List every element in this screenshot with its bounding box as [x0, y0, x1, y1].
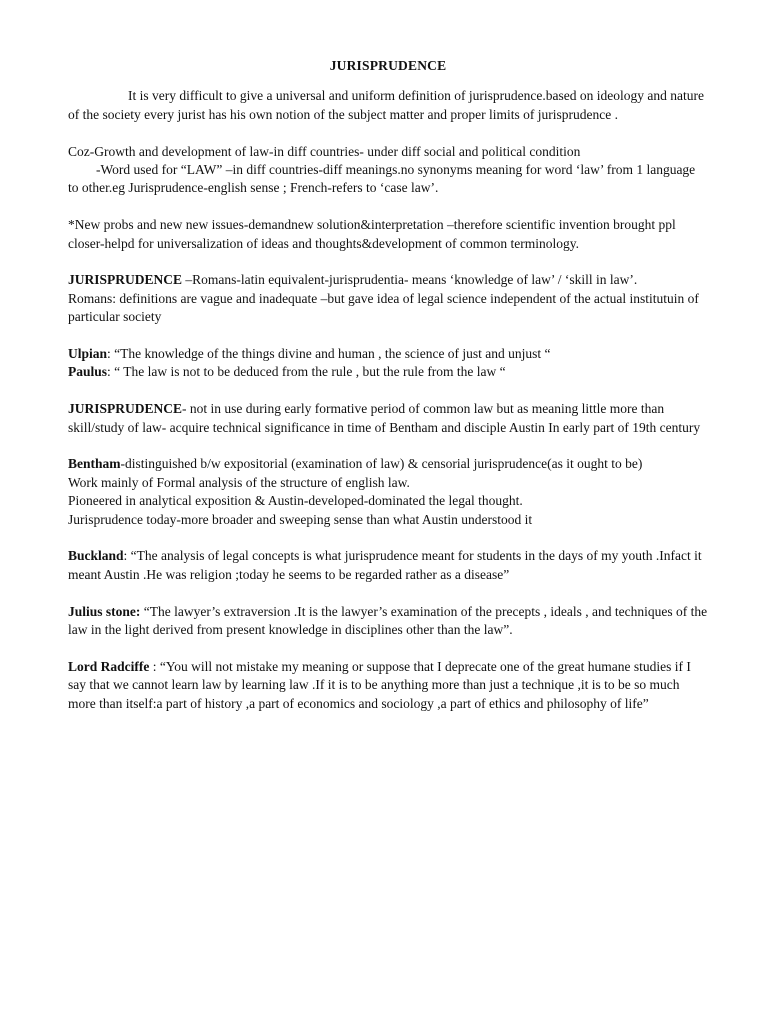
jurisprudence-history-paragraph — [68, 400, 708, 437]
bentham-paragraph — [68, 455, 708, 529]
bentham-line-3: Pioneered in analytical exposition & Austin-developed-dominated the legal thought. — [68, 493, 523, 509]
julius-name: Julius stone: — [68, 603, 141, 619]
paulus-quote — [68, 363, 708, 381]
document-page — [68, 57, 708, 731]
word-law-text: -Word used for “LAW” –in diff countries-diff meanings.no synonyms meaning for word ‘law’ from 1 language to other.eg Jurisprudence-english sense ; French-refers to ‘case law’. — [68, 162, 696, 196]
buckland-text: : “The analysis of legal concepts is what jurisprudence meant for students in the days of my youth .Infact it meant Austin .He was religion ;today he seems to be regarded rather as a disease” — [68, 548, 702, 582]
word-law-line — [68, 161, 708, 198]
roman-text: –Romans-latin equivalent-jurisprudentia- means ‘knowledge of law’ / ‘skill in law’. — [182, 272, 638, 288]
roman-definitions-line: Romans: definitions are vague and inadequate –but gave idea of legal science independent of the actual institutuin of particular society — [68, 290, 699, 325]
radciffe-text: : “You will not mistake my meaning or suppose that I deprecate one of the great humane studies if I say that we cannot learn law by learning law .If it is to be anything more than just a technique ,it is to be so much more than itself:a part of history ,a part of economics and sociology ,a part of ethics and philosophy of life” — [68, 658, 691, 711]
bentham-name: Bentham — [68, 456, 121, 472]
bentham-line-4: Jurisprudence today-more broader and sweeping sense than what Austin understood it — [68, 511, 533, 527]
new-probs-paragraph: *New probs and new new issues-demandnew solution&interpretation –therefore scientific invention brought ppl closer-helpd for universalization of ideas and thoughts&development of common terminology. — [68, 217, 676, 251]
ulpian-text: : “The knowledge of the things divine and human , the science of just and unjust “ — [107, 346, 551, 362]
bentham-line-2: Work mainly of Formal analysis of the structure of english law. — [68, 474, 410, 490]
paulus-name: Paulus — [68, 364, 108, 380]
bentham-line — [68, 455, 708, 473]
radciffe-paragraph — [68, 658, 708, 713]
growth-paragraph — [68, 143, 708, 198]
buckland-name: Buckland — [68, 548, 124, 564]
julius-stone-paragraph — [68, 603, 708, 640]
intro-paragraph — [68, 87, 708, 124]
document-title: JURISPRUDENCE — [329, 58, 447, 73]
juris2-text: - not in use during early formative period of common law but as meaning little more than skill/study of law- acquire technical significance in time of Bentham and disciple Austin In early part of 19th century — [68, 401, 701, 435]
radciffe-name: Lord Radciffe — [68, 658, 150, 674]
quotes-paragraph — [68, 345, 708, 382]
bentham-text: -distinguished b/w expositorial (examination of law) & censorial jurisprudence(as it ought to be) — [120, 456, 643, 472]
roman-paragraph — [68, 271, 708, 326]
ulpian-quote — [68, 345, 708, 363]
roman-term: JURISPRUDENCE — [68, 272, 183, 288]
intro-text: It is very difficult to give a universal and uniform definition of jurisprudence.based on ideology and nature of the society every jurist has his own notion of the subject matter and proper limits of jurisprudence . — [68, 88, 704, 122]
paulus-text: : “ The law is not to be deduced from the rule , but the rule from the law “ — [107, 364, 506, 380]
julius-text: “The lawyer’s extraversion .It is the lawyer’s examination of the precepts , ideals , and techniques of the law in the light derived from present knowledge in disciplines other than the law”. — [68, 603, 708, 638]
growth-line: Coz-Growth and development of law-in diff countries- under diff social and political condition — [68, 143, 581, 159]
roman-line — [68, 271, 708, 289]
juris2-term: JURISPRUDENCE — [68, 401, 183, 417]
buckland-paragraph — [68, 547, 708, 584]
ulpian-name: Ulpian — [68, 346, 108, 362]
